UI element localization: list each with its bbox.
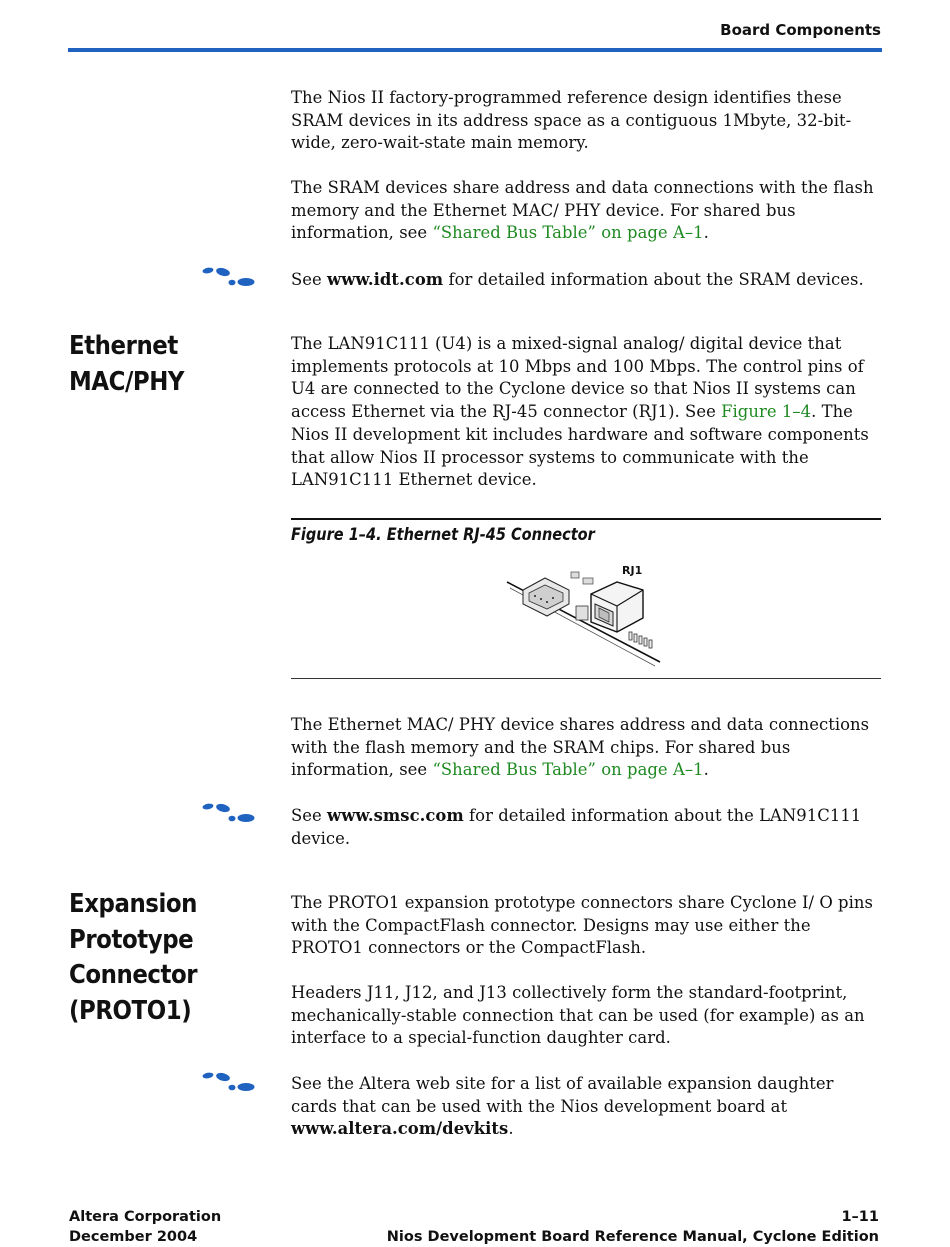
ethernet-paragraph-1-end: . The Nios II development kit includes hardware and software components that allow Nios II processor systems to communicate with the LAN91C111 Ethernet device.: [291, 402, 869, 490]
ethernet-paragraph-2-end: .: [703, 760, 709, 780]
figure-bottom-rule: [291, 678, 881, 679]
sram-note-end: for detailed information about the SRAM devices.: [443, 270, 864, 289]
footer-right: [387, 1207, 879, 1247]
ethernet-note: [291, 805, 883, 850]
ethernet-note-text: See: [291, 806, 328, 825]
expansion-heading-line1: Expansion: [69, 889, 198, 919]
expansion-note-end: .: [508, 1119, 514, 1139]
sram-paragraph-2-text: The SRAM devices share address and data connections with the flash memory and the Ethernet MAC/ PHY device. For shared bus information, see: [291, 178, 874, 243]
rj1-label: RJ1: [622, 564, 643, 577]
sram-note-text: See: [291, 270, 328, 289]
ethernet-paragraph-2-text: The Ethernet MAC/ PHY device shares address and data connections with the flash memory and the SRAM chips. For shared bus information, see: [291, 715, 870, 780]
sram-paragraph-2-end: .: [703, 223, 709, 243]
footer-company: Altera Corporation: [69, 1209, 222, 1225]
figure-1-4-link[interactable]: Figure 1–4: [721, 402, 812, 422]
sram-paragraph-1: The Nios II factory-programmed reference design identifies these SRAM devices in its address space as a contiguous 1Mbyte, 32-bit-wide, zero-wait-state main memory.: [291, 88, 852, 153]
note-footprints-icon: [201, 802, 257, 824]
expansion-paragraph-1: The PROTO1 expansion prototype connectors share Cyclone I/ O pins with the CompactFlash connector. Designs may use either the PROTO1 connectors or the CompactFlash.: [291, 893, 873, 958]
footer-date: December 2004: [69, 1229, 198, 1245]
figure-top-rule: [291, 518, 881, 520]
idt-website-link[interactable]: www.idt.com: [327, 270, 444, 289]
ethernet-heading-line1: Ethernet: [69, 331, 178, 361]
rj45-connector-illustration: [505, 560, 665, 668]
altera-devkits-link[interactable]: www.altera.com/devkits: [291, 1119, 509, 1139]
expansion-paragraph-2: Headers J11, J12, and J13 collectively form the standard-footprint, mechanically-stable connection that can be used (for example) as an interface to a special-function daughter card.: [291, 983, 865, 1048]
note-footprints-icon: [201, 266, 257, 288]
running-header: Board Components: [720, 21, 881, 39]
ethernet-heading: [69, 329, 184, 400]
expansion-heading-line3: Connector: [69, 960, 198, 990]
expansion-note: [291, 1073, 883, 1141]
expansion-heading-line4: (PROTO1): [69, 995, 192, 1026]
manual-title: Nios Development Board Reference Manual, Cyclone Edition: [386, 1229, 879, 1245]
expansion-heading: [69, 887, 197, 1029]
ethernet-note-end: for detailed information about the LAN91C111 device.: [291, 806, 862, 848]
page-number: 1–11: [841, 1209, 879, 1225]
sram-paragraph-2: [291, 177, 883, 245]
expansion-note-text: See the Altera web site for a list of available expansion daughter cards that can be used with the Nios development board at: [291, 1074, 834, 1116]
header-rule: [68, 48, 882, 52]
note-footprints-icon: [201, 1071, 257, 1093]
shared-bus-table-link[interactable]: “Shared Bus Table” on page A–1: [432, 223, 704, 243]
shared-bus-table-link-2[interactable]: “Shared Bus Table” on page A–1: [432, 760, 704, 780]
ethernet-heading-line2: MAC/PHY: [69, 366, 185, 397]
footer-left: [69, 1207, 221, 1247]
expansion-heading-line2: Prototype: [69, 924, 194, 955]
ethernet-paragraph-1: [291, 333, 883, 492]
figure-caption: Figure 1–4. Ethernet RJ-45 Connector: [291, 525, 595, 544]
smsc-website-link[interactable]: www.smsc.com: [327, 806, 464, 825]
ethernet-paragraph-1-text: The LAN91C111 (U4) is a mixed-signal analog/ digital device that implements protocols at 10 Mbps and 100 Mbps. The control pins of U4 are connected to the Cyclone device so that Nios II systems can access Ethernet via the RJ-45 connector (RJ1). See: [291, 334, 864, 422]
sram-note: [291, 269, 883, 292]
ethernet-paragraph-2: [291, 714, 883, 782]
